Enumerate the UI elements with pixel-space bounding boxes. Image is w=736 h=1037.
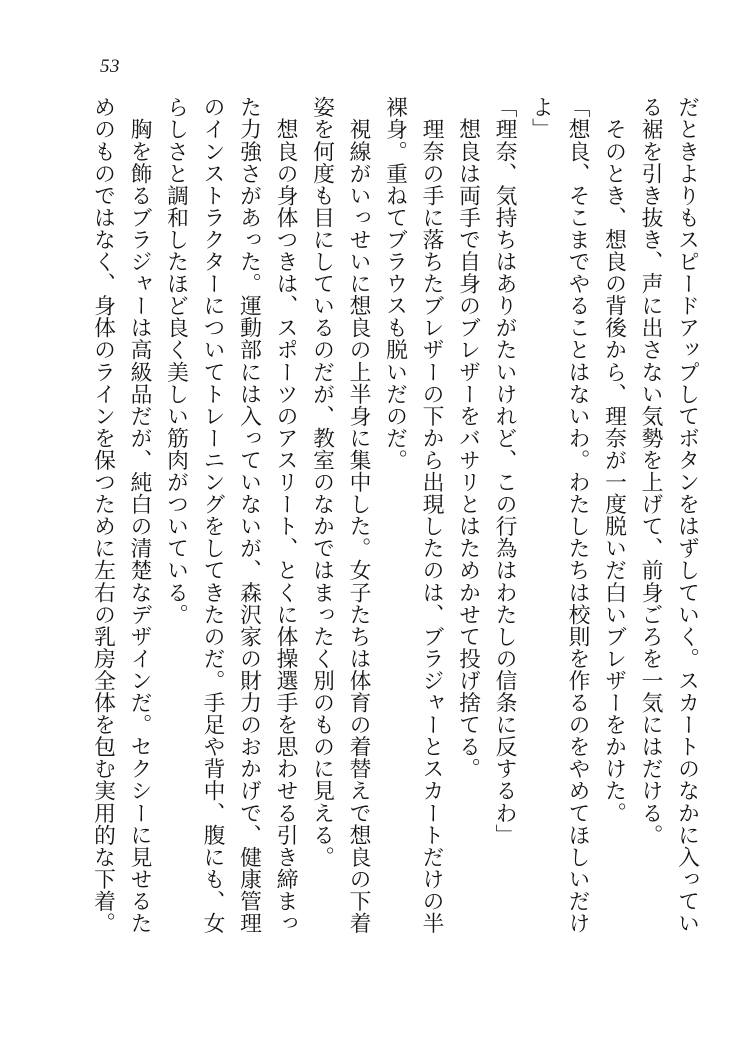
text-line: 姿を何度も目にしているのだが、教室のなかではまったく別のものに見える。: [309, 96, 335, 868]
page-number: 53: [100, 56, 120, 77]
text-line: らしさと調和したほど良く美しい筋肉がついている。: [163, 96, 189, 626]
vertical-text-column: [84, 96, 705, 966]
text-line: 視線がいっせいに想良の上半身に集中した。女子たちは体育の着替えで想良の下着: [346, 96, 371, 934]
text-line: 想良の身体つきは、スポーツのアスリート、とくに体操選手を思わせる引き締まっ: [273, 96, 298, 934]
text-line: 「理奈、気持ちはありがたいけれど、この行為はわたしの信条に反するわ」: [492, 96, 517, 846]
text-line: 想良は両手で自身のブレザーをバサリとはためかせて投げ捨てる。: [455, 96, 481, 780]
text-line: 理奈の手に落ちたブレザーの下から出現したのは、ブラジャーとスカートだけの半: [419, 96, 444, 934]
text-line: る裾を引き抜き、声に出さない気勢を上げて、前身ごろを一気にはだける。: [638, 96, 663, 846]
text-line: のインストラクターについてトレーニングをしてきたのだ。手足や背中、腹にも、女: [200, 96, 225, 934]
text-line: 「想良、そこまでやることはないわ。わたしたちは校則を作るのをやめてほしいだけ: [565, 96, 590, 934]
text-line: よ」: [528, 96, 554, 141]
text-line: 胸を飾るブラジャーは高級品だが、純白の清楚なデザインだ。セクシーに見せるた: [127, 96, 152, 934]
text-line: 裸身。重ねてブラウスも脱いだのだ。: [382, 96, 408, 471]
text-line: だときよりもスピードアップしてボタンをはずしていく。スカートのなかに入ってい: [674, 96, 700, 934]
text-line: そのとき、想良の背後から、理奈が一度脱いだ白いブレザーをかけた。: [601, 96, 627, 824]
body-text-block: [84, 96, 700, 966]
text-line: めのものではなく、身体のラインを保つために左右の乳房全体を包む実用的な下着。: [90, 96, 116, 934]
text-line: た力強さがあった。運動部には入っていないが、森沢家の財力のおかげで、健康管理: [236, 96, 262, 934]
